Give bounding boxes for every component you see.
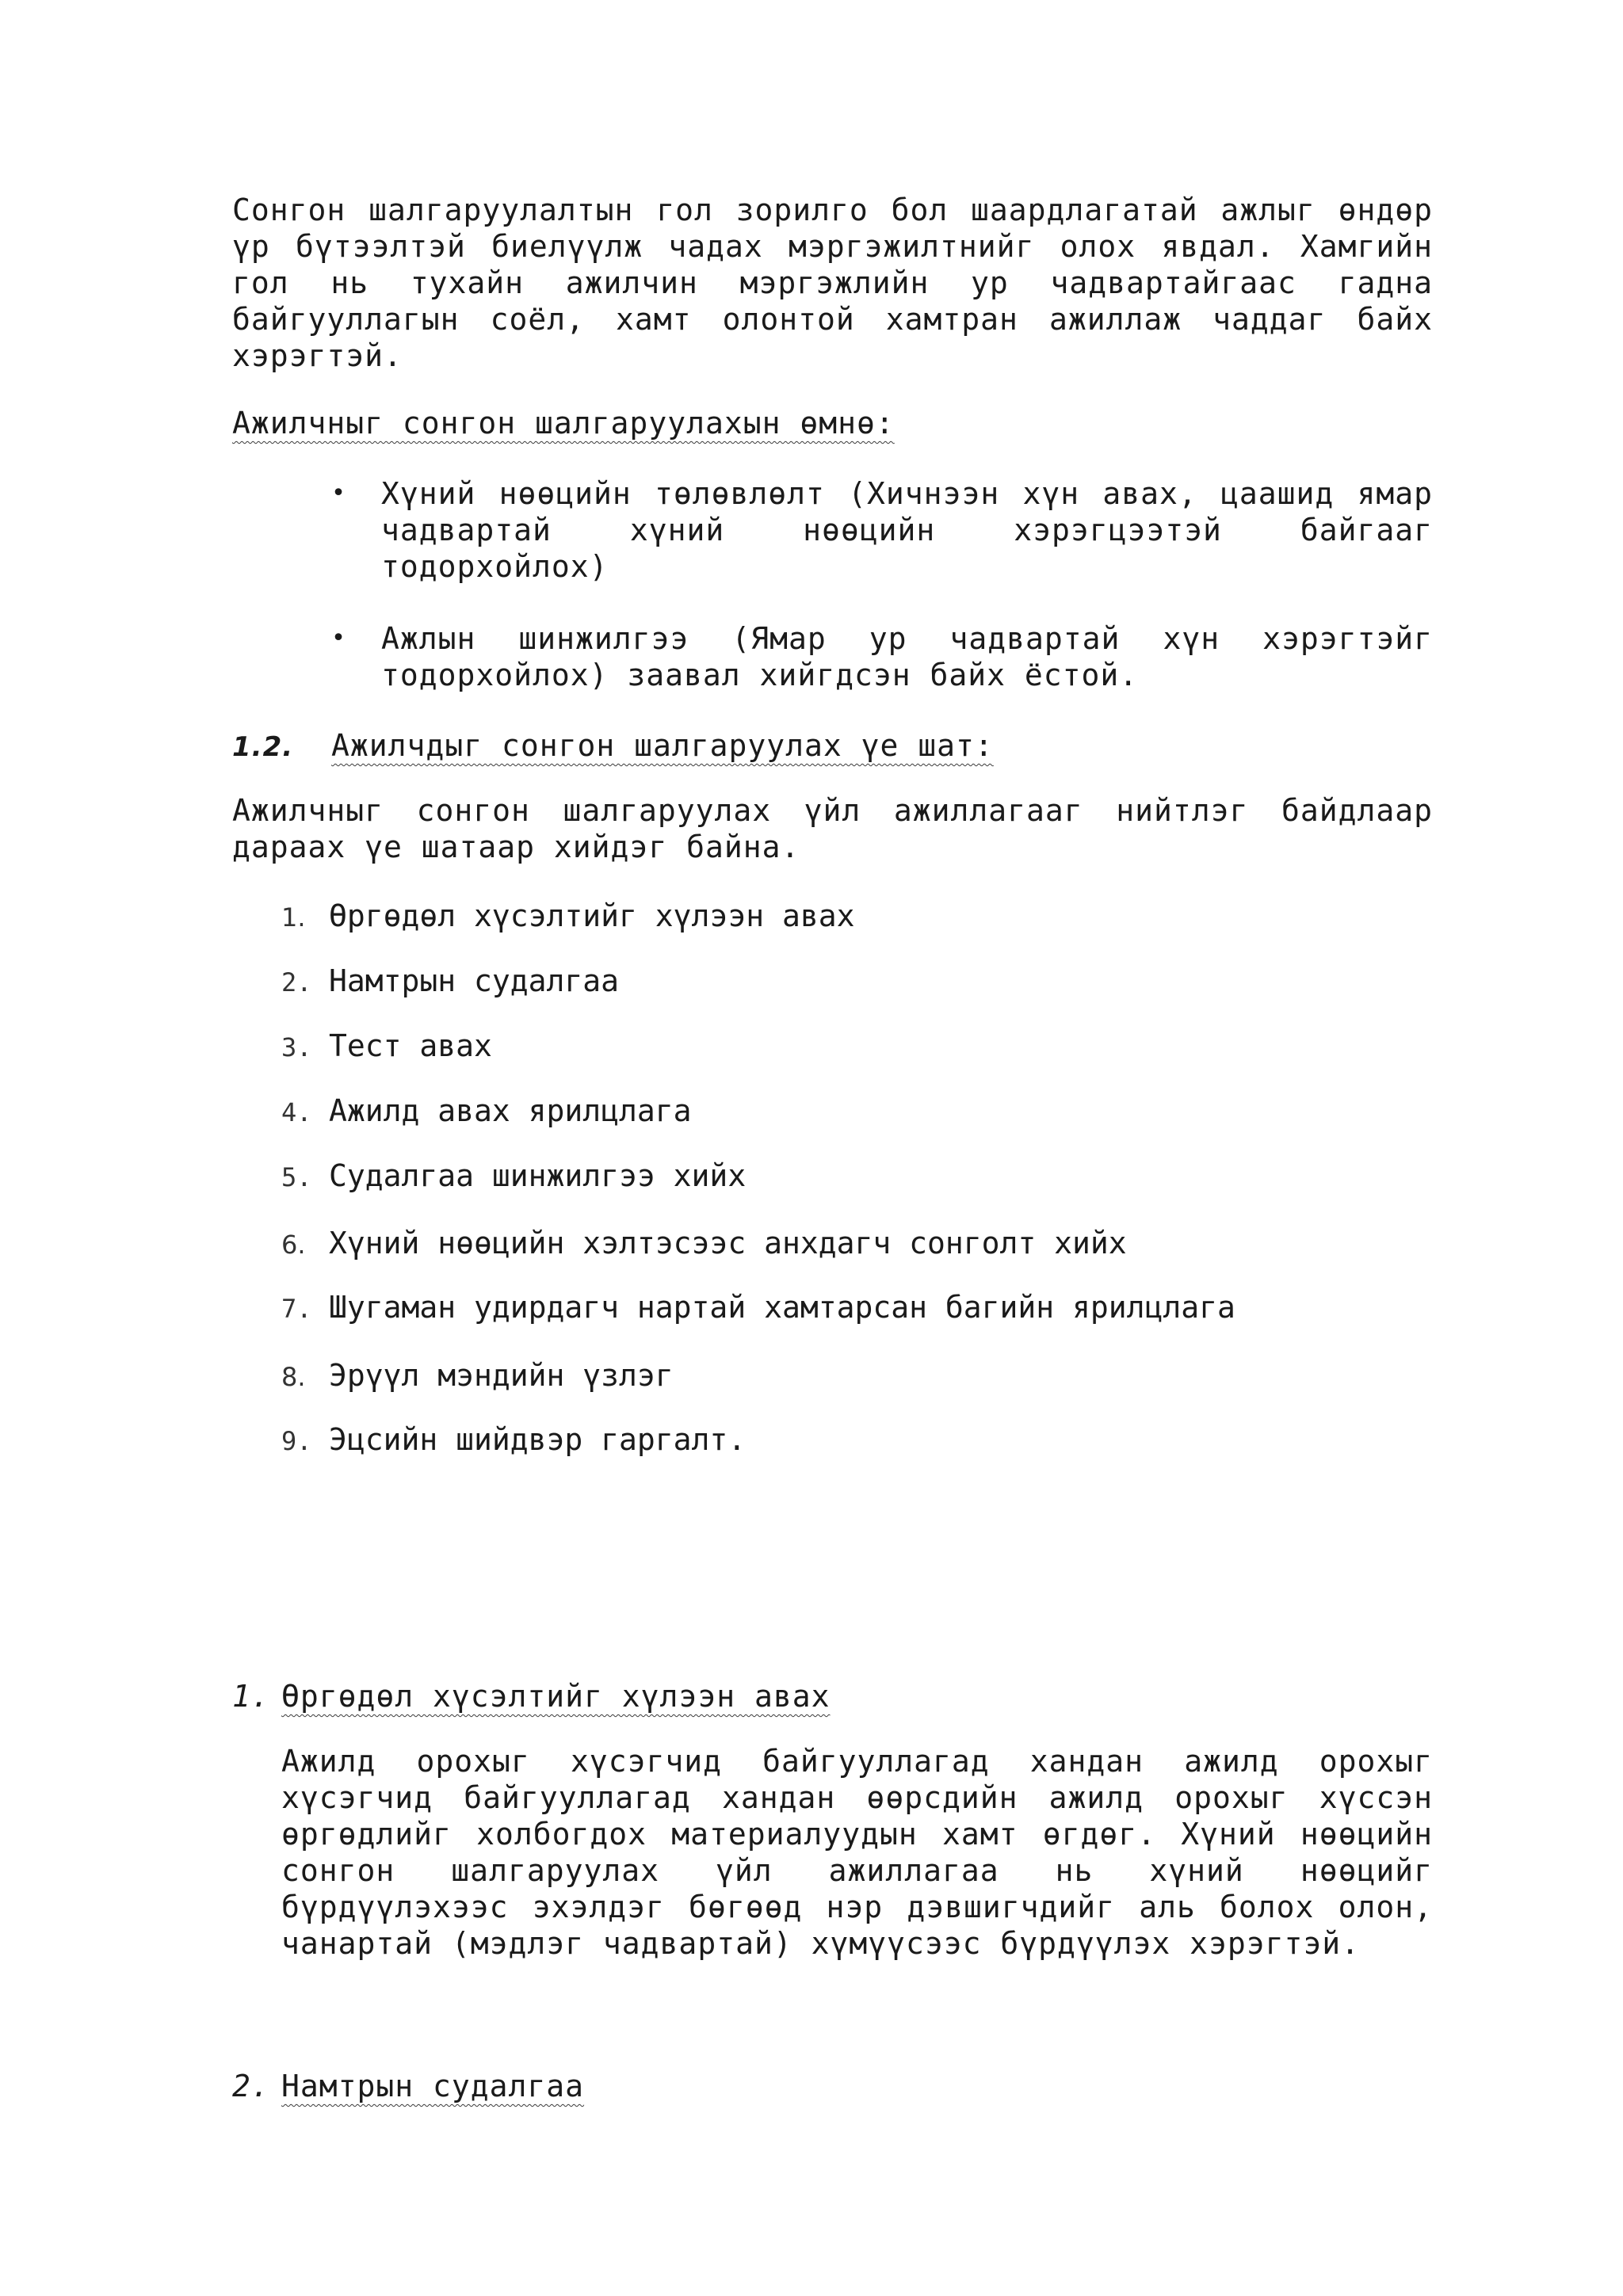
bullet-item: Хүний нөөцийн төлөвлөлт (Хичнээн хүн авах, цаашид ямар чадвартай хүний нөөцийн хэрэгцээтэй байгааг тодорхойлох) — [381, 476, 1433, 584]
step-number: 3. — [281, 1032, 312, 1062]
step-text: Хүний нөөцийн хэлтэсээс анхдагч сонголт хийх — [329, 1226, 1127, 1261]
step-number: 9. — [281, 1426, 312, 1456]
step-list-item — [281, 1028, 492, 1066]
section-paragraph: Ажилчныг сонгон шалгаруулах үйл ажиллагааг нийтлэг байдлаар дараах үе шатаар хийдэг байна. — [232, 793, 1433, 864]
bullet-icon: • — [331, 624, 346, 652]
intro-paragraph: Сонгон шалгаруулалтын гол зорилго бол шаардлагатай ажлыг өндөр үр бүтээлтэй биелүүлж чадах мэргэжилтнийг олох явдал. Хамгийн гол нь тухайн ажилчин мэргэжлийн ур чадвартайгаас гадна байгууллагын соёл, хамт олонтой хамтран ажиллаж чаддаг байх хэрэгтэй. — [232, 193, 1433, 373]
step2-number: 2. — [232, 2069, 270, 2103]
step-list-item — [281, 1225, 1127, 1263]
step-text: Намтрын судалгаа — [329, 963, 620, 998]
bullet-item: Ажлын шинжилгээ (Ямар ур чадвартай хүн хэрэгтэйг тодорхойлох) заавал хийгдсэн байх ёстой. — [381, 621, 1433, 692]
step-number: 1. — [281, 902, 306, 933]
section-heading — [232, 727, 1433, 765]
step-number: 6. — [281, 1230, 306, 1260]
step-text: Тест авах — [329, 1028, 492, 1063]
step-number: 7. — [281, 1294, 312, 1324]
section-title: Ажилчдыг сонгон шалгаруулах үе шат: — [331, 728, 994, 763]
step-text: Өргөдөл хүсэлтийг хүлээн авах — [329, 898, 855, 933]
before-heading-text: Ажилчныг сонгон шалгаруулахын өмнө: — [232, 406, 895, 441]
step-list-item — [281, 1421, 746, 1459]
step-text: Судалгаа шинжилгээ хийх — [329, 1158, 747, 1193]
step-text: Ажилд авах ярилцлага — [329, 1093, 692, 1128]
step-list-item — [281, 1093, 692, 1131]
step-list-item — [281, 1357, 674, 1395]
step-number: 2. — [281, 967, 312, 997]
step1-heading — [232, 1678, 1433, 1714]
step-text: Эрүүл мэндийн үзлэг — [329, 1358, 674, 1393]
step-list-item — [281, 1158, 746, 1196]
step1-number: 1. — [232, 1679, 270, 1714]
step-number: 4. — [281, 1097, 312, 1127]
before-heading — [232, 405, 1433, 441]
step1-paragraph: Ажилд орохыг хүсэгчид байгууллагад хандан ажилд орохыг хүсэгчид байгууллагад хандан өөрсдийн ажилд орохыг хүссэн өргөдлийг холбогдох материалуудын хамт өгдөг. Хүний нөөцийн сонгон шалгаруулах үйл ажиллагаа нь хүний нөөцийг бүрдүүлэхээс эхэлдэг бөгөөд нэр дэвшигчдийг аль болох олон, чанартай (мэдлэг чадвартай) хүмүүсээс бүрдүүлэх хэрэгтэй. — [281, 1744, 1433, 1961]
section-number: 1.2. — [232, 731, 294, 763]
step-list-item — [281, 963, 619, 1001]
step-text: Шугаман удирдагч нартай хамтарсан багийн ярилцлага — [329, 1290, 1235, 1325]
step2-title: Намтрын судалгаа — [281, 2069, 585, 2103]
step-list-item — [281, 1289, 1235, 1327]
step-number: 8. — [281, 1362, 306, 1392]
step-list-item — [281, 898, 854, 936]
step-number: 5. — [281, 1162, 312, 1192]
step2-heading — [232, 2068, 1433, 2104]
bullet-icon: • — [331, 479, 346, 507]
step-text: Эцсийн шийдвэр гаргалт. — [329, 1422, 747, 1457]
step1-title: Өргөдөл хүсэлтийг хүлээн авах — [281, 1679, 831, 1714]
